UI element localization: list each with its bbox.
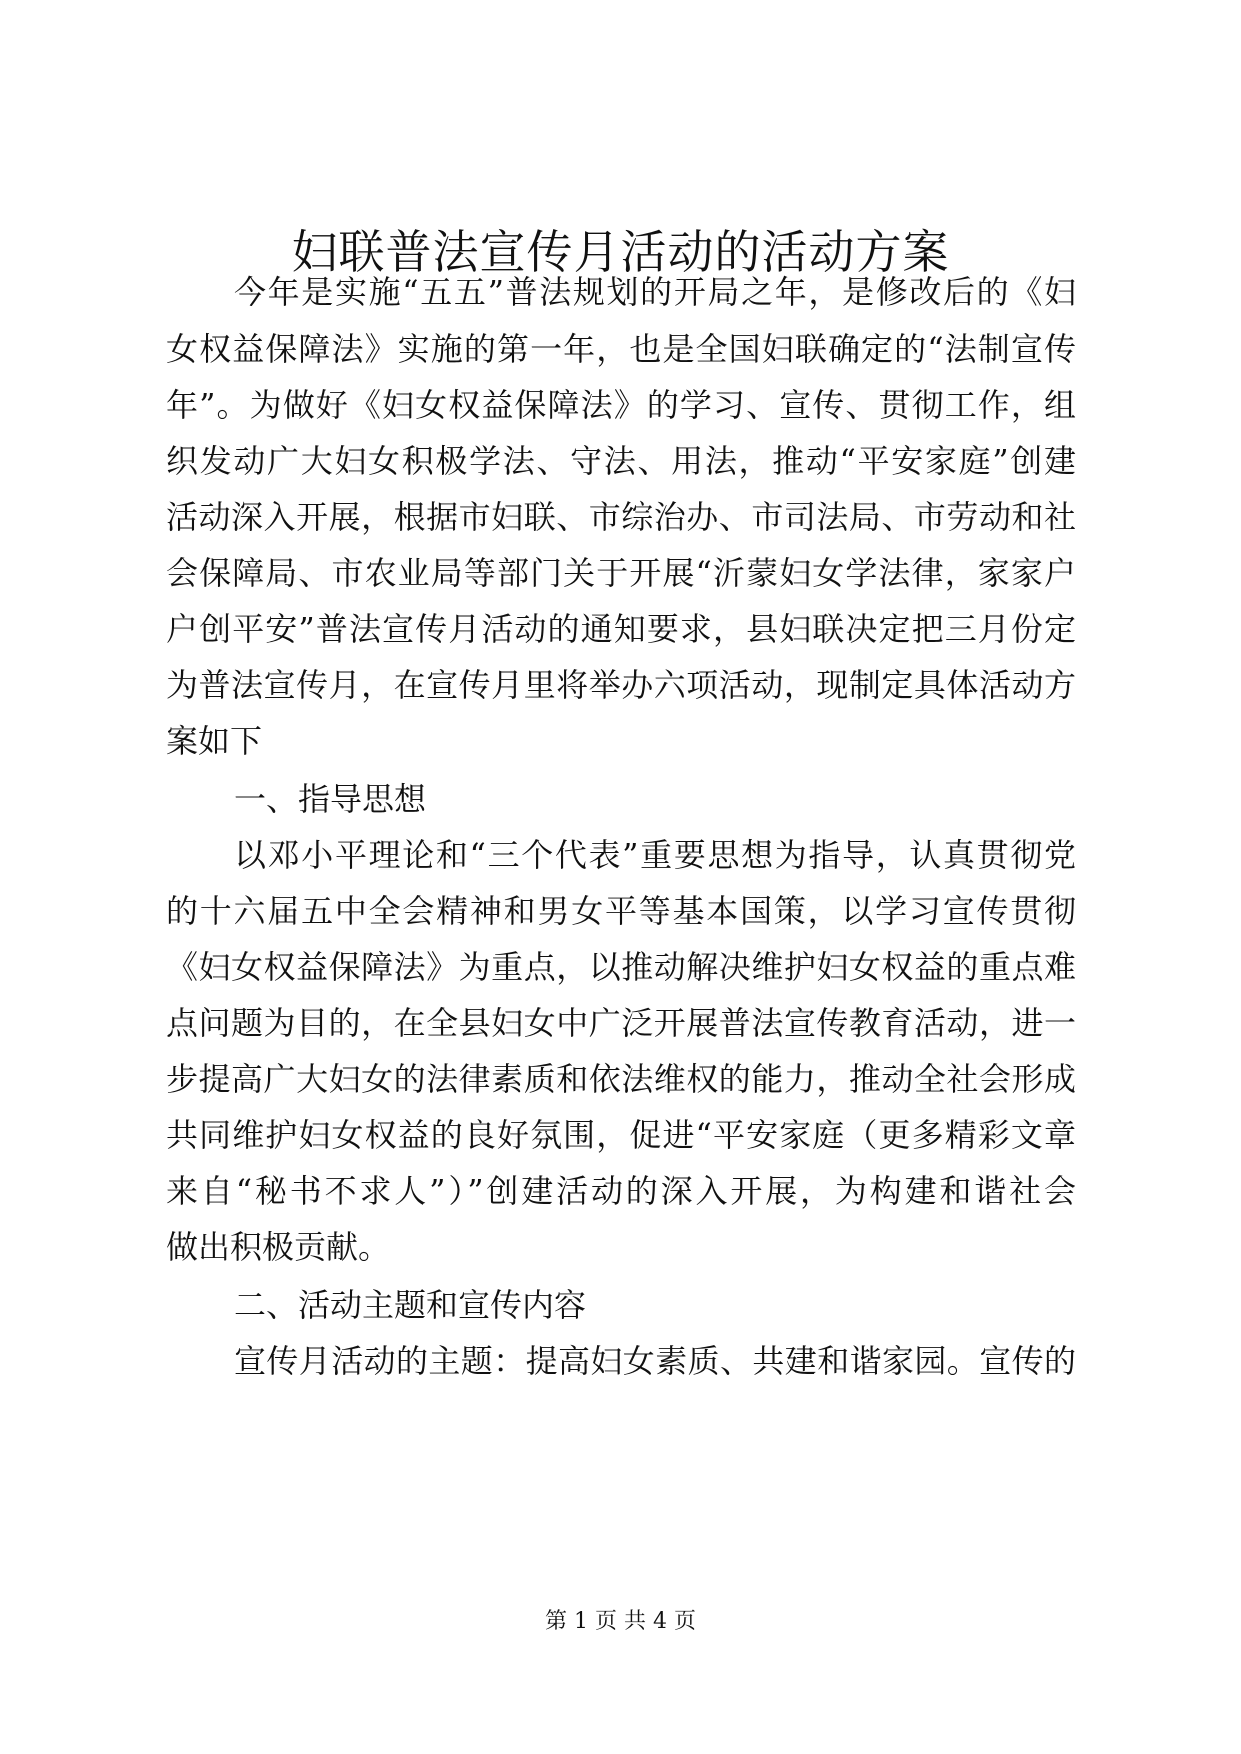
paragraph-line: 的十六届五中全会精神和男女平等基本国策，以学习宣传贯彻 (166, 892, 1076, 930)
paragraph-line: 今年是实施“五五”普法规划的开局之年，是修改后的《妇 (234, 273, 1076, 311)
paragraph-line: 为普法宣传月，在宣传月里将举办六项活动，现制定具体活动方 (166, 666, 1076, 704)
section-heading: 二、活动主题和宣传内容 (234, 1286, 587, 1324)
paragraph-line: 以邓小平理论和“三个代表”重要思想为指导，认真贯彻党 (234, 836, 1076, 874)
paragraph-line: 点问题为目的，在全县妇女中广泛开展普法宣传教育活动，进一 (166, 1004, 1076, 1042)
page-footer: 第 1 页 共 4 页 (545, 1609, 696, 1634)
document-title: 妇联普法宣传月活动的活动方案 (291, 225, 950, 279)
paragraph-line: 共同维护妇女权益的良好氛围，促进“平安家庭（更多精彩文章 (166, 1116, 1076, 1154)
paragraph-line: 户创平安”普法宣传月活动的通知要求，县妇联决定把三月份定 (166, 610, 1076, 648)
paragraph-line: 活动深入开展，根据市妇联、市综治办、市司法局、市劳动和社 (166, 498, 1076, 536)
paragraph-line: 女权益保障法》实施的第一年，也是全国妇联确定的“法制宣传 (166, 330, 1076, 368)
paragraph-line: 宣传月活动的主题：提高妇女素质、共建和谐家园。宣传的 (234, 1342, 1076, 1380)
paragraph-line: 来自“秘书不求人”）”创建活动的深入开展，为构建和谐社会 (166, 1172, 1076, 1210)
paragraph-line: 《妇女权益保障法》为重点，以推动解决维护妇女权益的重点难 (166, 948, 1076, 986)
paragraph-line: 年”。为做好《妇女权益保障法》的学习、宣传、贯彻工作，组 (166, 386, 1076, 424)
paragraph-line: 案如下 (166, 722, 263, 760)
paragraph-line: 步提高广大妇女的法律素质和依法维权的能力，推动全社会形成 (166, 1060, 1076, 1098)
paragraph-line: 织发动广大妇女积极学法、守法、用法，推动“平安家庭”创建 (166, 442, 1076, 480)
paragraph-line: 做出积极贡献。 (166, 1228, 391, 1266)
paragraph-line: 会保障局、市农业局等部门关于开展“沂蒙妇女学法律，家家户 (166, 554, 1076, 592)
section-heading: 一、指导思想 (234, 780, 427, 818)
